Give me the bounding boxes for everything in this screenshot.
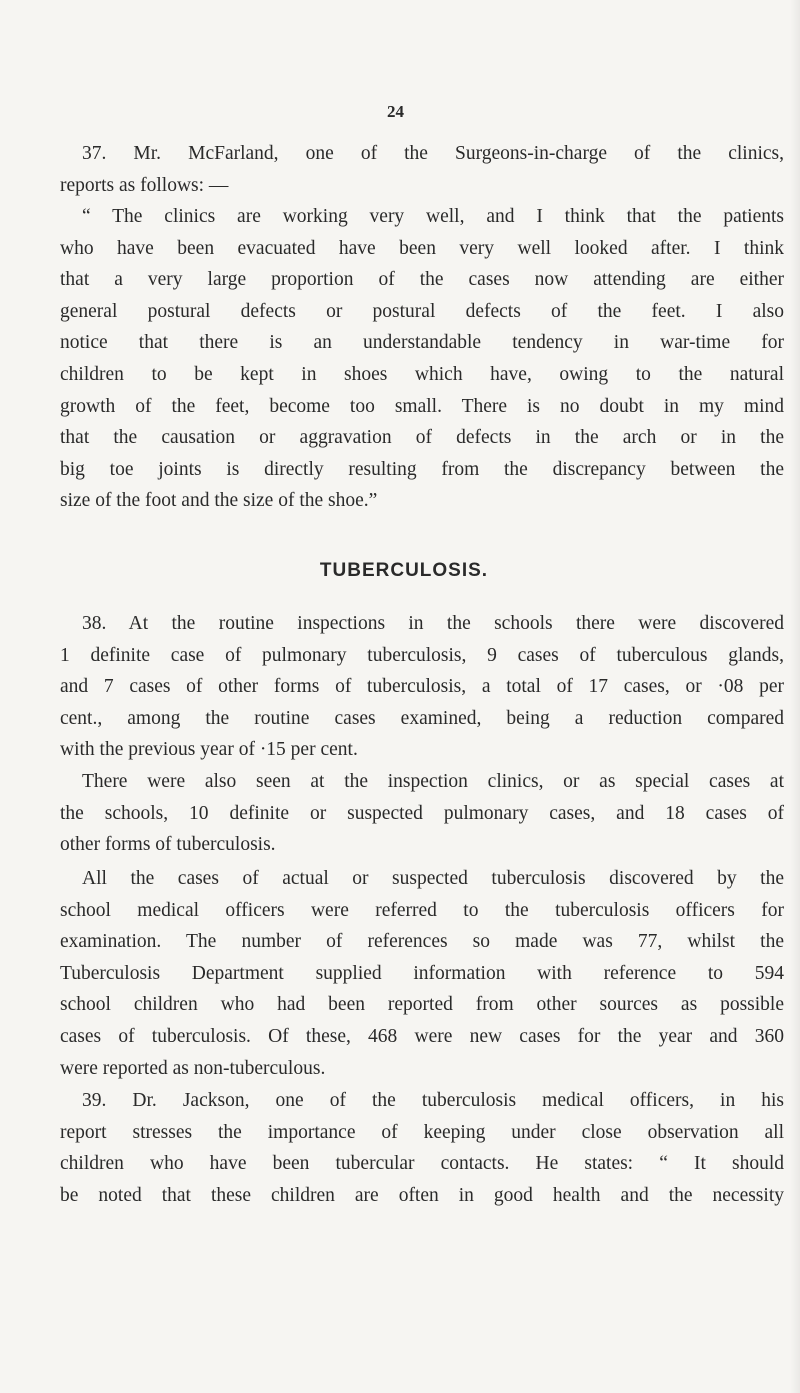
text-line: 37. Mr. McFarland, one of the Surgeons-in-charge of the clinics, <box>82 143 784 164</box>
text-line: children who have been tubercular contacts. He states: “ It should <box>60 1153 784 1175</box>
text-line: children to be kept in shoes which have, owing to the natural <box>60 363 784 385</box>
text-line: and 7 cases of other forms of tuberculosis, a total of 17 cases, or ·08 per <box>60 676 784 698</box>
paragraph-37-quote <box>60 201 784 517</box>
text-line: who have been evacuated have been very well looked after. I think <box>60 237 784 259</box>
text-line: general postural defects or postural defects of the feet. I also <box>60 300 784 322</box>
text-line: examination. The number of references so made was 77, whilst the <box>60 931 784 953</box>
text-line: report stresses the importance of keeping under close observation all <box>60 1121 784 1143</box>
text-line: 39. Dr. Jackson, one of the tuberculosis medical officers, in his <box>82 1090 784 1111</box>
text-line: notice that there is an understandable tendency in war-time for <box>60 332 784 354</box>
text-line: that a very large proportion of the cases now attending are either <box>60 269 784 291</box>
paragraph-38-special-cases <box>60 766 784 861</box>
text-line: were reported as non-tuberculous. <box>60 1057 326 1079</box>
paragraph-38-references <box>60 863 784 1084</box>
text-line: 38. At the routine inspections in the schools there were discovered <box>82 613 784 634</box>
text-line: size of the foot and the size of the shoe.” <box>60 490 378 512</box>
page-edge-shadow <box>790 0 800 1393</box>
text-line: 1 definite case of pulmonary tuberculosis, 9 cases of tuberculous glands, <box>60 644 784 666</box>
text-line: growth of the feet, become too small. There is no doubt in my mind <box>60 395 784 417</box>
text-line: big toe joints is directly resulting from the discrepancy between the <box>60 458 784 480</box>
text-line: There were also seen at the inspection clinics, or as special cases at <box>82 771 784 792</box>
text-line: All the cases of actual or suspected tuberculosis discovered by the <box>82 868 784 889</box>
text-line: the schools, 10 definite or suspected pulmonary cases, and 18 cases of <box>60 802 784 824</box>
page-number: 24 <box>387 102 404 121</box>
text-line: other forms of tuberculosis. <box>60 834 276 856</box>
text-line: school medical officers were referred to the tuberculosis officers for <box>60 899 784 921</box>
text-line: reports as follows: — <box>60 174 229 196</box>
text-line: Tuberculosis Department supplied information with reference to 594 <box>60 962 784 984</box>
text-line: “ The clinics are working very well, and I think that the patients <box>82 206 784 227</box>
text-line: cent., among the routine cases examined, being a reduction compared <box>60 707 784 729</box>
text-line: with the previous year of ·15 per cent. <box>60 739 358 761</box>
text-line: cases of tuberculosis. Of these, 468 were new cases for the year and 360 <box>60 1025 784 1047</box>
section-heading: TUBERCULOSIS. <box>319 560 489 581</box>
paragraph-37 <box>60 138 784 201</box>
text-line: that the causation or aggravation of defects in the arch or in the <box>60 427 784 449</box>
paragraph-38 <box>60 608 784 766</box>
paragraph-39 <box>60 1085 784 1211</box>
text-line: school children who had been reported from other sources as possible <box>60 994 784 1016</box>
text-line: be noted that these children are often in good health and the necessity <box>60 1184 784 1206</box>
